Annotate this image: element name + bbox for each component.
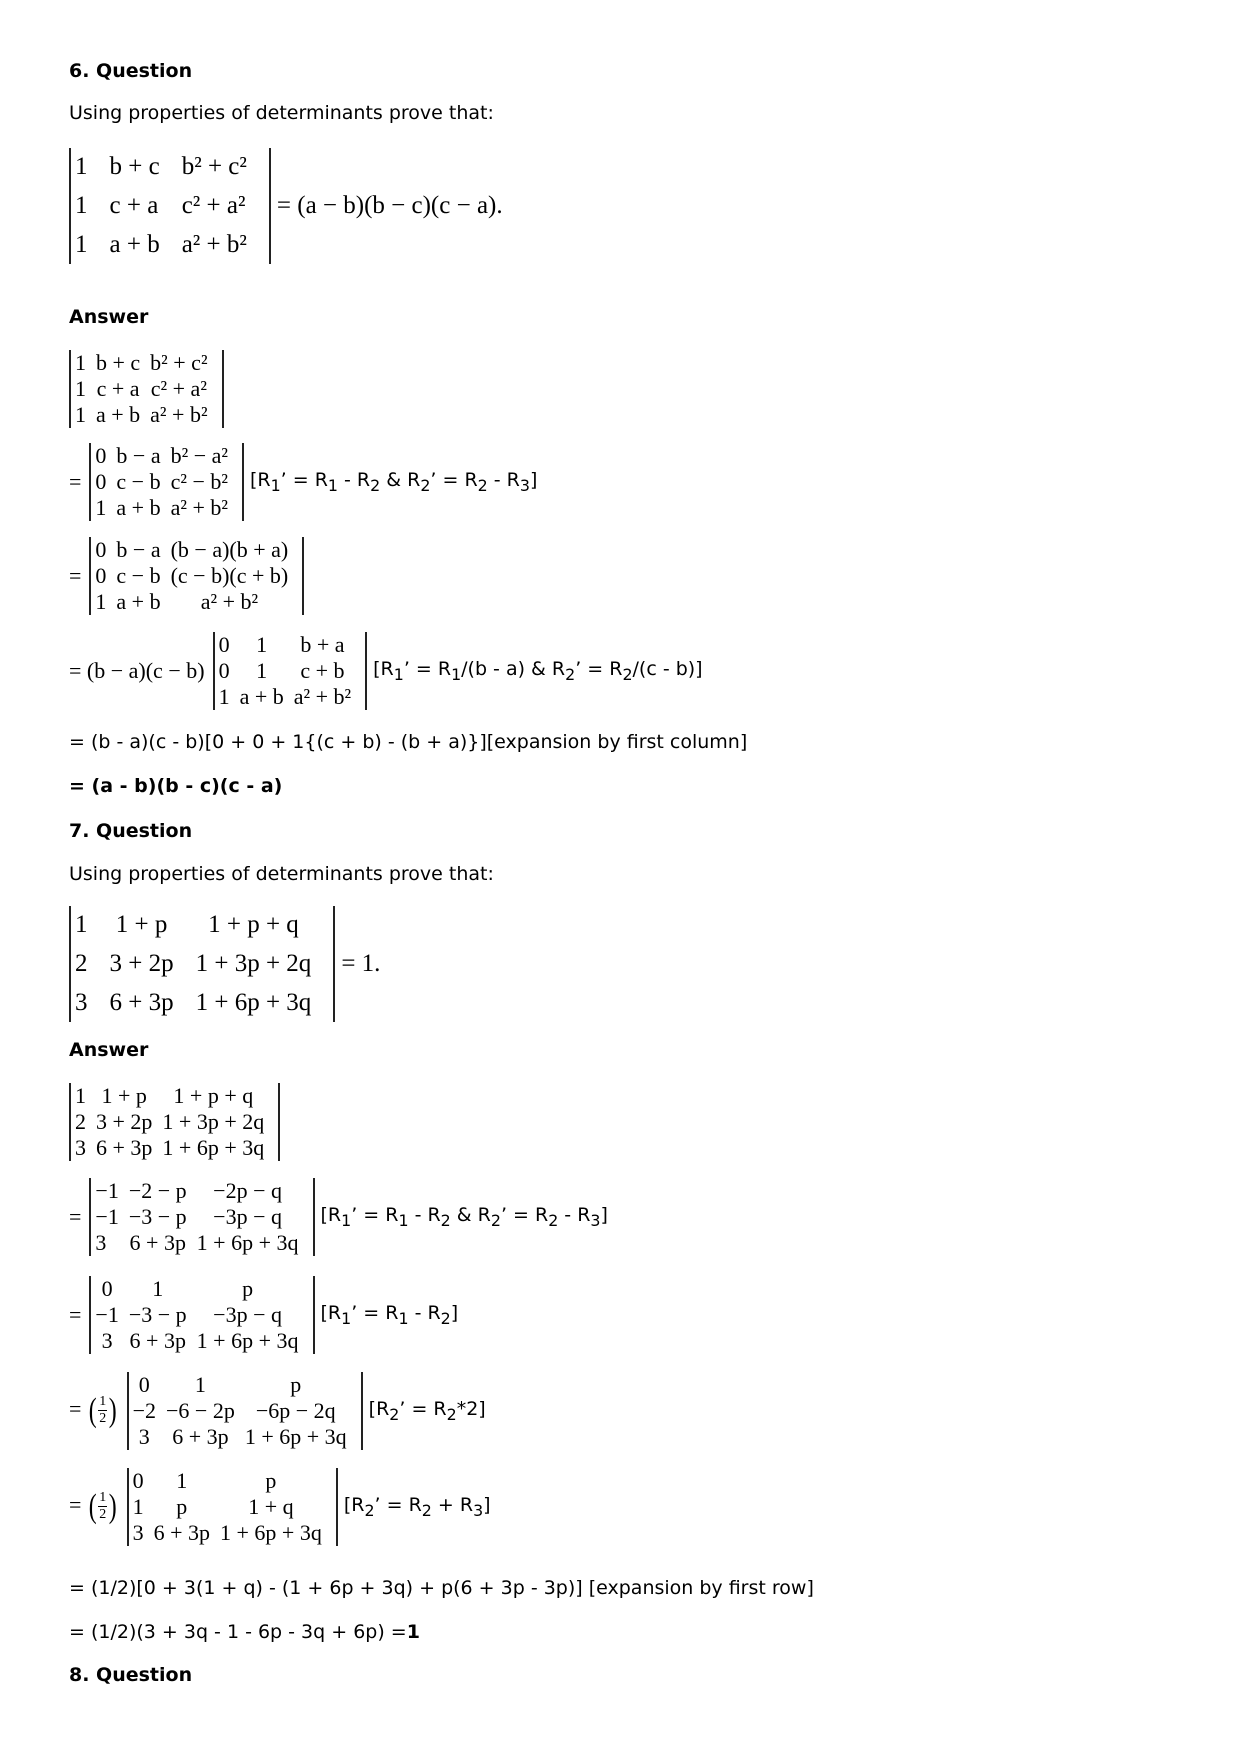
cell: b − a	[116, 443, 161, 468]
cell: a² + b²	[150, 401, 208, 427]
cell: −1	[95, 1178, 119, 1203]
cell: −6 − 2p	[166, 1397, 235, 1423]
cell: −3 − p	[128, 1301, 187, 1327]
q7-step-3	[69, 1276, 458, 1354]
fraction-half: $\frac{1}{2}$	[99, 1490, 107, 1523]
cell: 1	[256, 632, 268, 657]
cell: c − b	[116, 562, 161, 588]
cell: 1	[95, 494, 107, 520]
cell: −2	[132, 1397, 156, 1423]
cell: 6 + 3p	[129, 1327, 186, 1353]
q7-result-value: 1	[406, 1621, 420, 1643]
step-note: [$R_2$’ = $R_2 + R_3$]	[343, 1494, 491, 1520]
cell: 1	[152, 1276, 164, 1301]
cell: c + a	[109, 191, 159, 219]
cell: 1 + 3p + 2q	[195, 949, 312, 977]
step-prefix: = ( $\frac{1}{2}$ )	[69, 1391, 117, 1429]
cell: p	[176, 1493, 188, 1519]
cell: b² + c²	[181, 153, 247, 180]
cell: −1	[95, 1301, 119, 1327]
cell: 0	[101, 1276, 113, 1301]
cell: 1 + 6p + 3q	[220, 1519, 322, 1545]
cell: b + c	[96, 350, 141, 375]
cell: 3	[75, 988, 88, 1016]
cell: 1	[75, 375, 86, 401]
cell: −3p − q	[213, 1301, 282, 1327]
cell: 1	[75, 911, 88, 938]
cell: 3	[101, 1327, 113, 1353]
cell: 6 + 3p	[172, 1423, 229, 1449]
cell: −2p − q	[213, 1178, 282, 1203]
q7-expansion: = (1/2)[0 + 3(1 + q) - (1 + 6p + 3q) + p(6 + 3p - 3p)] [expansion by first row]	[69, 1577, 814, 1599]
cell: c + b	[300, 657, 345, 683]
q7-step-1	[69, 1083, 280, 1161]
determinant	[89, 537, 304, 615]
determinant	[213, 632, 368, 710]
q6-answer-label: Answer	[69, 306, 149, 328]
q7-statement	[69, 906, 380, 1022]
cell: 2	[75, 1108, 86, 1134]
cell: p	[265, 1468, 277, 1493]
cell: 1 + p + q	[173, 1083, 254, 1108]
cell: 0	[95, 468, 107, 494]
cell: a² + b²	[293, 683, 352, 709]
q6-heading: 6. Question	[69, 60, 193, 82]
cell: 1	[75, 230, 88, 258]
q6-step-1	[69, 350, 224, 428]
cell: c² − b²	[170, 468, 228, 494]
cell: 0	[138, 1372, 150, 1397]
determinant	[89, 1276, 314, 1354]
q7-step-2	[69, 1178, 608, 1256]
q7-result	[69, 1621, 420, 1643]
cell: a + b	[96, 401, 141, 427]
cell: 1	[75, 350, 86, 375]
cell: 0	[95, 562, 107, 588]
cell: 6 + 3p	[109, 988, 174, 1016]
cell: 1 + p + q	[208, 911, 299, 938]
q6-statement	[69, 148, 503, 264]
q6-step-2	[69, 443, 537, 521]
cell: a + b	[109, 230, 160, 258]
cell: 1 + p	[115, 911, 168, 938]
cell: 1 + 6p + 3q	[195, 988, 312, 1016]
q6-step-3	[69, 537, 304, 615]
step-note: [$R_1$’ = $R_1 - R_2$]	[320, 1302, 459, 1328]
cell: a + b	[116, 588, 161, 614]
cell: 1 + q	[248, 1493, 294, 1519]
q8-heading: 8. Question	[69, 1664, 193, 1686]
cell: 1	[75, 191, 88, 219]
cell: 1 + p	[101, 1083, 147, 1108]
q7-result-expression: = (1/2)(3 + 3q - 1 - 6p - 3q + 6p) =	[69, 1621, 407, 1643]
cell: 1 + 6p + 3q	[244, 1423, 347, 1449]
cell: 0	[95, 537, 107, 562]
cell: 3	[75, 1134, 86, 1160]
fraction-half: $\frac{1}{2}$	[99, 1394, 107, 1427]
cell: p	[290, 1372, 302, 1397]
cell: 1	[218, 683, 230, 709]
cell: 3 + 2p	[109, 949, 174, 977]
cell: −3p − q	[213, 1203, 282, 1229]
step-note: [$R_1$’ = $R_1/(b - a)$ & $R_2$’ = $R_2/(c - b)$]	[373, 658, 703, 684]
cell: −1	[95, 1203, 119, 1229]
cell: 2	[75, 949, 88, 977]
cell: 6 + 3p	[96, 1134, 153, 1160]
cell: a² + b²	[181, 230, 247, 258]
step-note: [$R_2$’ = $R_2*2$]	[368, 1398, 486, 1424]
step-prefix: =	[69, 562, 82, 588]
cell: 0	[218, 657, 230, 683]
cell: 0	[95, 443, 107, 468]
cell: a + b	[116, 494, 161, 520]
cell: 3	[132, 1519, 144, 1545]
cell: −2 − p	[128, 1178, 187, 1203]
cell: 3	[95, 1229, 107, 1255]
cell: 1 + 6p + 3q	[162, 1134, 265, 1160]
cell: b + a	[300, 632, 345, 657]
q7-heading: 7. Question	[69, 820, 193, 842]
cell: c − b	[116, 468, 161, 494]
cell: 6 + 3p	[153, 1519, 210, 1545]
q7-statement-rhs: = 1.	[341, 950, 381, 978]
cell: 0	[218, 632, 230, 657]
cell: b − a	[116, 537, 161, 562]
step-prefix: =	[69, 1301, 82, 1327]
cell: (c − b)(c + b)	[170, 562, 289, 588]
step-prefix: = ( $\frac{1}{2}$ )	[69, 1487, 117, 1525]
q7-prompt: Using properties of determinants prove that:	[69, 863, 494, 885]
cell: 1	[75, 401, 86, 427]
cell: p	[242, 1276, 254, 1301]
q7-step-4	[69, 1372, 486, 1450]
cell: 1	[132, 1493, 144, 1519]
cell: 1 + 6p + 3q	[196, 1327, 299, 1353]
step-note: [$R_1$’ = $R_1 - R_2$ & $R_2$’ = $R_2 - R_3$]	[320, 1204, 608, 1230]
cell: −3 − p	[128, 1203, 187, 1229]
q6-prompt: Using properties of determinants prove that:	[69, 102, 494, 124]
q6-statement-determinant	[69, 148, 271, 264]
step-prefix: =	[69, 1203, 82, 1229]
cell: 0	[132, 1468, 144, 1493]
determinant	[89, 1178, 314, 1256]
cell: 1	[256, 657, 268, 683]
cell: 3	[138, 1423, 150, 1449]
determinant	[89, 443, 244, 521]
cell: 1 + 6p + 3q	[196, 1229, 299, 1255]
step-prefix: =	[69, 468, 82, 494]
cell: 1	[75, 153, 88, 180]
cell: 6 + 3p	[129, 1229, 186, 1255]
cell: c + a	[96, 375, 140, 401]
step-prefix: = (b − a)(c − b)	[69, 657, 205, 683]
cell: −6p − 2q	[255, 1397, 336, 1423]
determinant	[127, 1372, 363, 1450]
q7-statement-determinant	[69, 906, 335, 1022]
q6-result: = (a - b)(b - c)(c - a)	[69, 775, 283, 797]
determinant	[69, 1083, 280, 1161]
cell: c² + a²	[181, 191, 246, 219]
q6-statement-rhs: = (a − b)(b − c)(c − a).	[276, 192, 503, 220]
cell: b² + c²	[150, 350, 208, 375]
cell: b² − a²	[170, 443, 228, 468]
determinant	[127, 1468, 338, 1546]
cell: (b − a)(b + a)	[170, 537, 289, 562]
q6-step-4	[69, 632, 703, 710]
step-note: [$R_1$’ = $R_1 - R_2$ & $R_2$’ = $R_2 - R_3$]	[249, 469, 538, 495]
cell: 1 + 3p + 2q	[162, 1108, 265, 1134]
cell: 1	[75, 1083, 86, 1108]
cell: c² + a²	[150, 375, 207, 401]
cell: a + b	[239, 683, 284, 709]
cell: 1	[95, 588, 107, 614]
cell: a² + b²	[170, 494, 228, 520]
q7-step-5	[69, 1468, 491, 1546]
cell: b + c	[109, 153, 160, 180]
q6-expansion: = (b - a)(c - b)[0 + 0 + 1{(c + b) - (b + a)}][expansion by first column]	[69, 731, 748, 753]
cell: 1	[176, 1468, 188, 1493]
cell: 1	[194, 1372, 206, 1397]
cell: a² + b²	[200, 588, 259, 614]
determinant	[69, 350, 224, 428]
cell: 3 + 2p	[96, 1108, 153, 1134]
q7-answer-label: Answer	[69, 1039, 149, 1061]
